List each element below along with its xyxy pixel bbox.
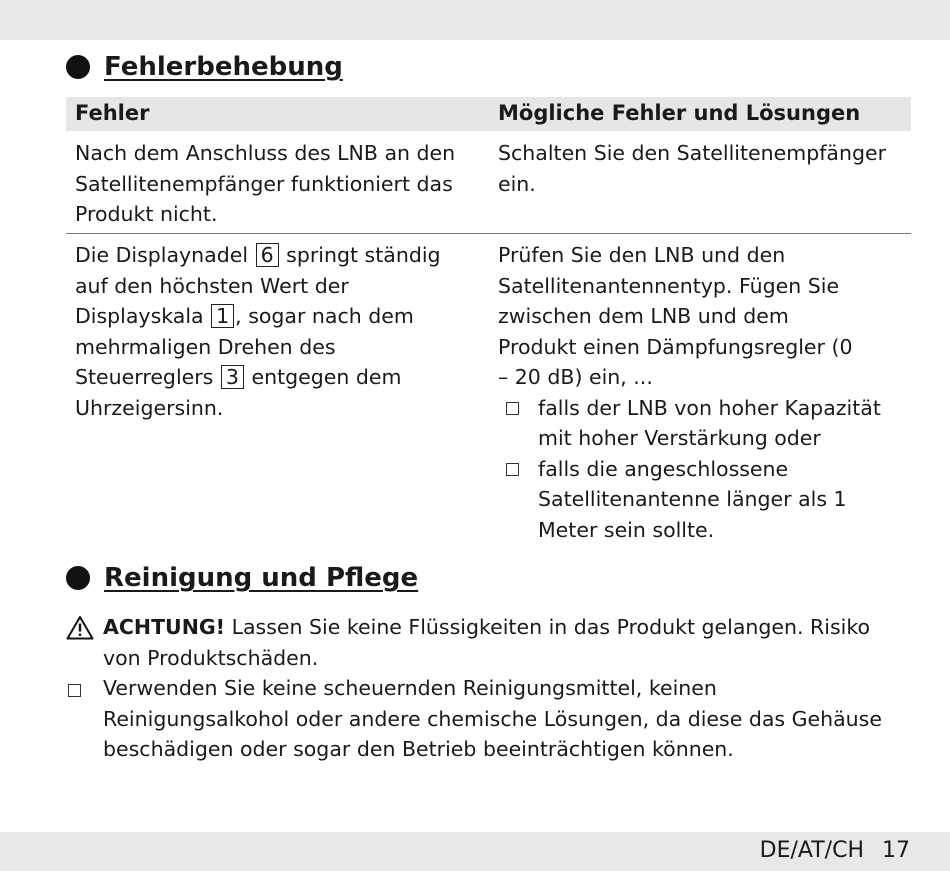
warning-label: ACHTUNG! bbox=[103, 615, 226, 639]
ref-box-1: 1 bbox=[211, 304, 234, 328]
list-item-text: falls die angeschlossene Satellitenantenne länger als 1 Meter sein sollte. bbox=[538, 456, 847, 542]
footer bbox=[760, 838, 910, 863]
list-item bbox=[498, 393, 903, 454]
top-band bbox=[0, 0, 950, 40]
checkbox-bullet-icon bbox=[506, 402, 519, 415]
ref-box-3: 3 bbox=[221, 365, 244, 389]
row-divider bbox=[66, 233, 911, 234]
row1-error: Nach dem Anschluss des LNB an den Satellitenempfänger funktioniert das Produkt nicht. bbox=[75, 141, 456, 226]
bullet-dot-icon bbox=[66, 55, 90, 79]
checkbox-bullet-icon bbox=[506, 463, 519, 476]
row2-error-text-2: springt ständig auf den höchsten Wert der Displayskala bbox=[75, 243, 441, 328]
warning-triangle-icon bbox=[66, 615, 94, 640]
section-heading-troubleshooting bbox=[66, 52, 343, 82]
list-item-text: falls der LNB von hoher Kapazität mit hoher Verstärkung oder bbox=[538, 395, 881, 450]
row1-solution: Schalten Sie den Satellitenempfänger ein. bbox=[498, 141, 887, 196]
warning-paragraph bbox=[66, 612, 896, 673]
section-title: Reinigung und Pflege bbox=[104, 563, 419, 593]
row2-error-text-1: Die Displaynadel bbox=[75, 243, 249, 267]
warning-text: Lassen Sie keine Flüssigkeiten in das Produkt gelangen. Risiko von Produktschäden. bbox=[103, 615, 871, 670]
row2-error bbox=[75, 240, 470, 423]
section-heading-cleaning bbox=[66, 563, 418, 593]
footer-region: DE/AT/CH bbox=[759, 838, 864, 863]
row2-error-text-3: , sogar nach dem mehrmaligen Drehen des Steuerreglers bbox=[75, 304, 414, 389]
checkbox-bullet-icon bbox=[68, 684, 81, 697]
ref-box-6: 6 bbox=[256, 243, 279, 267]
bullet-dot-icon bbox=[66, 566, 90, 590]
list-item bbox=[498, 454, 903, 546]
row2-error-text-4: entgegen dem Uhrzeigersinn. bbox=[75, 365, 402, 420]
column-header-solution: Mögliche Fehler und Lösungen bbox=[498, 101, 861, 125]
column-header-error: Fehler bbox=[75, 101, 150, 125]
row2-solution-intro: Prüfen Sie den LNB und den Satellitenantennentyp. Fügen Sie zwischen dem LNB und dem Produkt einen Dämpfungsregler (0 – 20 dB) ein, ... bbox=[498, 243, 853, 389]
row2-solution bbox=[498, 240, 903, 545]
page-number: 17 bbox=[882, 838, 910, 863]
section-title: Fehlerbehebung bbox=[104, 52, 343, 82]
note-paragraph bbox=[66, 673, 906, 765]
note-text: Verwenden Sie keine scheuernden Reinigungsmittel, keinen Reinigungsalkohol oder andere chemische Lösungen, da diese das Gehäuse beschädigen oder sogar den Betrieb beeinträchtigen können. bbox=[103, 676, 882, 761]
